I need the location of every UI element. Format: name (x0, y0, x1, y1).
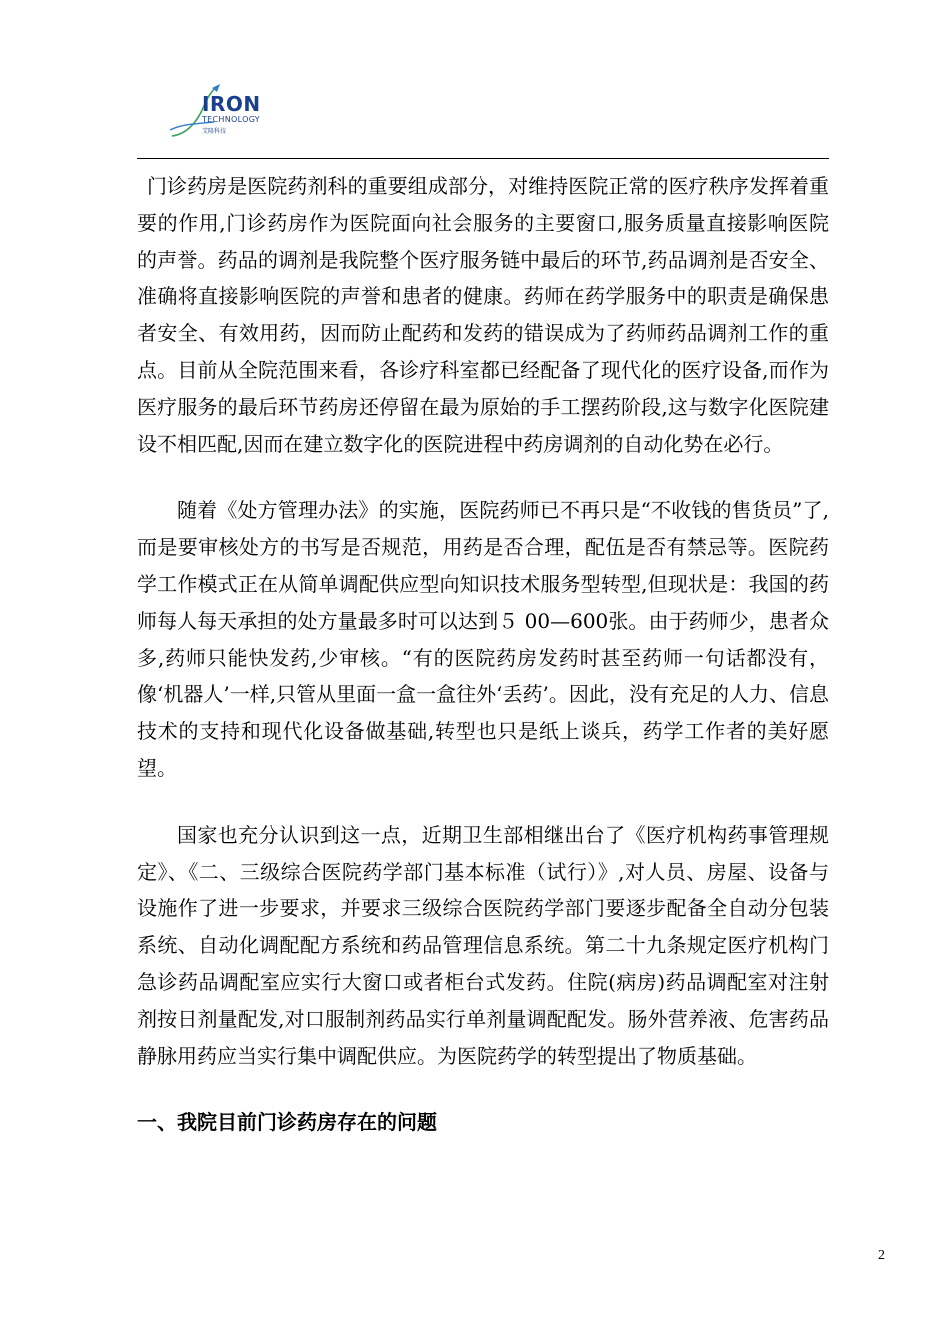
section-heading: 一、我院目前门诊药房存在的问题 (137, 1110, 437, 1135)
logo-wordmark: IRON (202, 92, 261, 116)
page-number: 2 (878, 1248, 885, 1263)
header-divider (137, 158, 829, 159)
company-logo (168, 84, 298, 144)
paragraph-3: 国家也充分认识到这一点，近期卫生部相继出台了《医疗机构药事管理规定》、《二、三级综合医院药学部门基本标准（试行）》,对人员、房屋、设备与设施作了进一步要求，并要求三级综合医院药学部门要逐步配备全自动分包装系统、自动化调配配方系统和药品管理信息系统。第二十九条规定医疗机构门急诊药品调配室应实行大窗口或者柜台式发药。住院(病房)药品调配室对注射剂按日剂量配发,对口服制剂药品实行单剂量调配配发。肠外营养液、危害药品静脉用药应当实行集中调配供应。为医院药学的转型提出了物质基础。 (137, 822, 829, 1068)
document-body (137, 168, 829, 1140)
logo-chinese-name: 艾隆科技 (202, 128, 227, 135)
paragraph-2: 随着《处方管理办法》的实施，医院药师已不再只是“不收钱的售货员”了,而是要审核处方的书写是否规范，用药是否合理，配伍是否有禁忌等。医院药学工作模式正在从简单调配供应型向知识技术服务型转型,但现状是：我国的药师每人每天承担的处方量最多时可以达到５ 00—600张。由于药师少，患者众多,药师只能快发药,少审核。“有的医院药房发药时甚至药师一句话都没有，像‘机器人’一样,只管从里面一盒一盒往外‘丢药’。因此，没有充足的人力、信息技术的支持和现代化设备做基础,转型也只是纸上谈兵，药学工作者的美好愿望。 (137, 498, 829, 780)
logo-subtitle: TECHNOLOGY (202, 115, 260, 124)
paragraph-1: 门诊药房是医院药剂科的重要组成部分，对维持医院正常的医疗秩序发挥着重要的作用,门诊药房作为医院面向社会服务的主要窗口,服务质量直接影响医院的声誉。药品的调剂是我院整个医疗服务链中最后的环节,药品调剂是否安全、准确将直接影响医院的声誉和患者的健康。药师在药学服务中的职责是确保患者安全、有效用药，因而防止配药和发药的错误成为了药师药品调剂工作的重点。目前从全院范围来看，各诊疗科室都已经配备了现代化的医疗设备,而作为医疗服务的最后环节药房还停留在最为原始的手工摆药阶段,这与数字化医院建设不相匹配,因而在建立数字化的医院进程中药房调剂的自动化势在必行。 (137, 174, 829, 456)
